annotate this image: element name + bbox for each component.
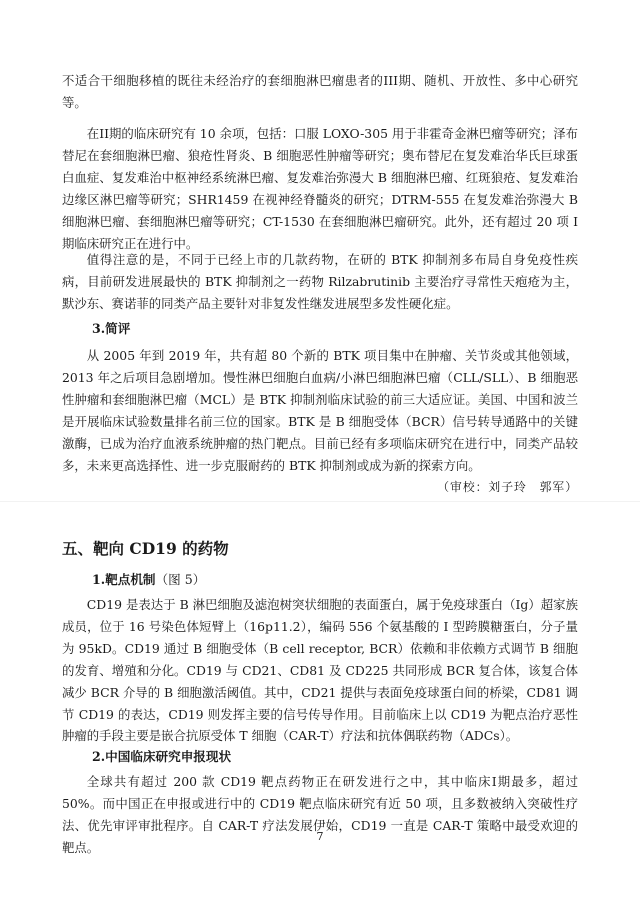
paragraph-phase2-studies: 在II期的临床研究有 10 余项，包括：口服 LOXO-305 用于非霍奇金淋巴瘤等研究；泽布替尼在套细胞淋巴瘤、狼疮性肾炎、B 细胞恶性肿瘤等研究；奥布替尼在复发难治华氏巨球蛋白血症、复发难治中枢神经系统淋巴瘤、复发难治弥漫大 B 细胞淋巴瘤、红斑狼疮、复发难治边缘区淋巴瘤等研究；SHR1459 在视神经脊髓炎的研究；DTRM-555 在复发难治弥漫大 B 细胞淋巴瘤、套细胞淋巴瘤等研究；CT-1530 在套细胞淋巴瘤研究。此外，还有超过 20 项 I 期临床研究正在进行中。 bbox=[62, 126, 578, 251]
page-number: 7 bbox=[316, 830, 324, 843]
heading-target-mechanism bbox=[92, 569, 205, 588]
section-divider bbox=[0, 501, 640, 502]
figure-reference: （图 5） bbox=[155, 572, 206, 587]
heading-target-mechanism-label: 1.靶点机制 bbox=[92, 572, 156, 587]
paragraph-cd19-pipeline: 全球共有超过 200 款 CD19 靶点药物正在研发进行之中，其中临床I期最多，超过 50%。而中国正在申报或进行中的 CD19 靶点临床研究有近 50 项，且多数被纳入突破性疗法、优先审评审批程序。自 CAR-T 疗法发展伊始，CD19 一直是 CAR-T 策略中最受欢迎的靶点。 bbox=[62, 774, 578, 855]
paragraph-btk-summary: 从 2005 年到 2019 年，共有超 80 个新的 BTK 项目集中在肿瘤、关节炎或其他领域，2013 年之后项目急剧增加。慢性淋巴细胞白血病/小淋巴细胞淋巴瘤（CLL/SLL）、B 细胞恶性肿瘤和套细胞淋巴瘤（MCL）是 BTK 抑制剂临床试验的前三大适应证。美国、中国和波兰是开展临床试验数量排名前三位的国家。BTK 是 B 细胞受体（BCR）信号转导通路中的关键激酶，已成为治疗血液系统肿瘤的热门靶点。目前已经有多项临床研究在进行中，同类产品较多，未来更高选择性、进一步克服耐药的 BTK 抑制剂或成为新的探索方向。 bbox=[62, 348, 578, 473]
paragraph-cd19-mechanism: CD19 是表达于 B 淋巴细胞及滤泡树突状细胞的表面蛋白，属于免疫球蛋白（Ig）超家族成员，位于 16 号染色体短臂上（16p11.2），编码 556 个氨基酸的 I 型跨膜糖蛋白，分子量为 95kD。CD19 通过 B 细胞受体（B cell receptor, BCR）依赖和非依赖方式调节 B 细胞的发育、增殖和分化。CD19 与 CD21、CD81 及 CD225 共同形成 BCR 复合体，该复合体减少 BCR 介导的 B 细胞激活阈值。其中，CD21 提供与表面免疫球蛋白间的桥梁，CD81 调节 CD19 的表达，CD19 则发挥主要的信号传导作用。目前临床上以 CD19 为靶点治疗恶性肿瘤的手段主要是嵌合抗原受体 T 细胞（CAR-T）疗法和抗体偶联药物（ADCs）。 bbox=[62, 597, 578, 744]
paragraph-phase3-continuation: 不适合干细胞移植的既往未经治疗的套细胞淋巴瘤患者的III期、随机、开放性、多中心研究等。 bbox=[62, 73, 578, 110]
reviewer-credit: （审校：刘子玲 郭军） bbox=[437, 480, 578, 494]
heading-brief-comment: 3.简评 bbox=[92, 321, 131, 336]
section-title-cd19: 五、靶向 CD19 的药物 bbox=[62, 539, 229, 558]
heading-china-clinical-status: 2.中国临床研究申报现状 bbox=[92, 749, 232, 764]
paragraph-autoimmune-note: 值得注意的是，不同于已经上市的几款药物，在研的 BTK 抑制剂多布局自身免疫性疾病，目前研发进展最快的 BTK 抑制剂之一药物 Rilzabrutinib 主要治疗寻常性天疱疮为主，默沙东、赛诺菲的同类产品主要针对非复发性继发进展型多发性硬化症。 bbox=[62, 252, 578, 311]
